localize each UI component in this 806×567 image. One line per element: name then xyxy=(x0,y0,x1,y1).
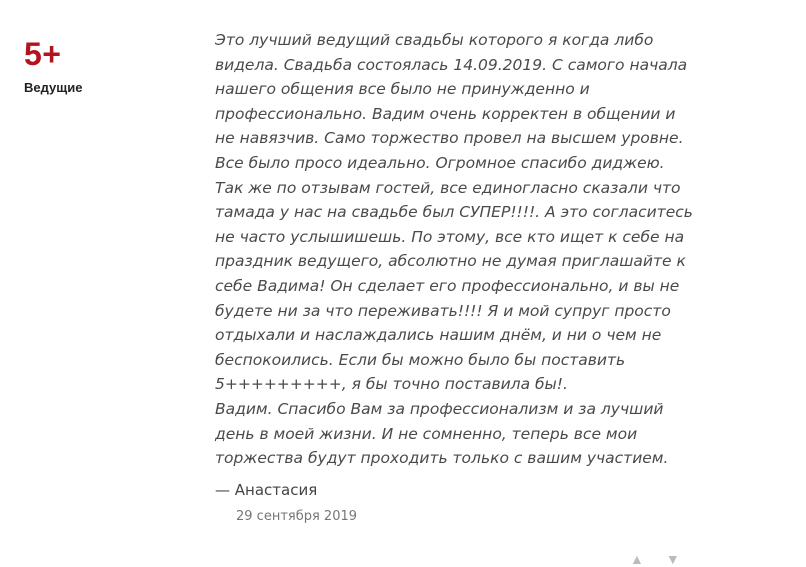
thumbs-down-icon[interactable]: ▼ xyxy=(665,551,680,567)
review-text: Это лучший ведущий свадьбы которого я когда либо видела. Свадьба состоялась 14.09.2019. С самого начала нашего общения все было не принужденно и профессионально. Вадим очень корректен в общении и не навязчив. Само торжество провел на высшем уровне. Все было просо идеально. Огромное спасибо диджею. Так же по отзывам гостей, все единогласно сказали что тамада у нас на свадьбе был СУПЕР!!!!. А это согласитесь не часто услышишешь. По этому, все кто ищет к себе на праздник ведущего, абсолютно не думая приглашайте к себе Вадима! Он сделает его профессионально, и вы не будете ни за что переживать!!!! Я и мой супруг просто отдыхали и наслаждались нашим днём, и ни о чем не беспокоились. Если бы можно было бы поставить 5+++++++++, я бы точно поставила бы!. Вадим. Спасибо Вам за профессионализм и за лучший день в моей жизни. И не сомненно, теперь все мои торжества будут проходить только с вашим участием. xyxy=(215,31,693,468)
thumbs-up-icon[interactable]: ▲ xyxy=(630,551,644,567)
review-date: 29 сентября 2019 xyxy=(236,508,358,524)
review-author: — Анастасия xyxy=(215,480,318,499)
rating-category: Ведущие xyxy=(24,80,83,95)
review xyxy=(215,28,715,524)
rating-block xyxy=(24,36,82,95)
rating-score: 5+ xyxy=(24,36,62,72)
review-actions xyxy=(630,552,680,566)
